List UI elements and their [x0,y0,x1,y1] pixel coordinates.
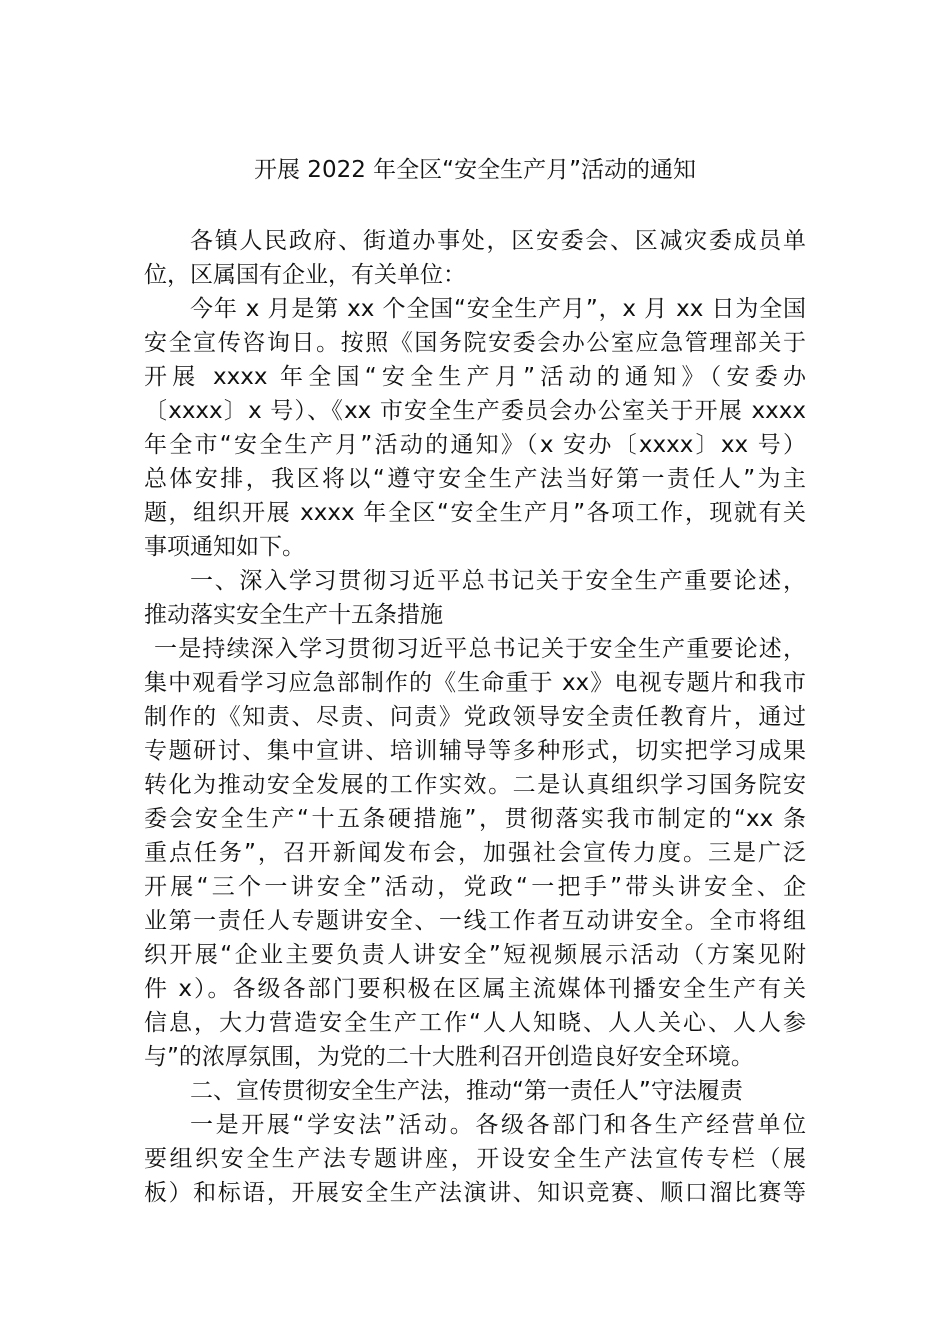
body-line: 开展“三个一讲安全”活动，党政“一把手”带头讲安全、企 [144,874,806,900]
document-body [144,224,806,1210]
body-line: 转化为推动安全发展的工作实效。二是认真组织学习国务院安 [144,772,806,798]
body-line: 要组织安全生产法专题讲座，开设安全生产法宣传专栏（展 [144,1146,806,1172]
section-heading: 二、宣传贯彻安全生产法，推动“第一责任人”守法履责 [190,1078,743,1104]
body-line: 总体安排，我区将以“遵守安全生产法当好第一责任人”为主 [144,466,806,492]
body-line: 一是持续深入学习贯彻习近平总书记关于安全生产重要论述， [154,636,806,662]
body-line: 开展 xxxx 年全国“安全生产月”活动的通知》（安委办 [144,364,806,390]
body-line: 织开展“企业主要负责人讲安全”短视频展示活动（方案见附 [144,942,806,968]
body-line: 业第一责任人专题讲安全、一线工作者互动讲安全。全市将组 [144,908,806,934]
body-line: 委会安全生产“十五条硬措施”，贯彻落实我市制定的“xx 条 [144,806,806,832]
body-line: 今年 x 月是第 xx 个全国“安全生产月”，x 月 xx 日为全国 [190,296,806,322]
body-line: 集中观看学习应急部制作的《生命重于 xx》电视专题片和我市 [144,670,806,696]
body-line: 重点任务”，召开新闻发布会，加强社会宣传力度。三是广泛 [144,840,806,866]
document-title: 开展 2022 年全区“安全生产月”活动的通知 [254,157,696,183]
body-line: 件 x）。各级各部门要积极在区属主流媒体刊播安全生产有关 [144,976,806,1002]
body-line: 与”的浓厚氛围，为党的二十大胜利召开创造良好安全环境。 [144,1044,754,1070]
body-line: 〔xxxx〕x 号）、《xx 市安全生产委员会办公室关于开展 xxxx [144,398,806,424]
body-line: 一是开展“学安法”活动。各级各部门和各生产经营单位 [190,1112,806,1138]
section-heading: 推动落实安全生产十五条措施 [144,602,443,628]
body-line: 安全宣传咨询日。按照《国务院安委会办公室应急管理部关于 [144,330,806,356]
body-line: 位，区属国有企业，有关单位： [144,262,466,288]
body-line: 专题研讨、集中宣讲、培训辅导等多种形式，切实把学习成果 [144,738,806,764]
body-line: 题，组织开展 xxxx 年全区“安全生产月”各项工作，现就有关 [144,500,806,526]
body-line: 各镇人民政府、街道办事处，区安委会、区减灾委成员单 [190,228,806,254]
body-line: 事项通知如下。 [144,534,305,560]
body-line: 年全市“安全生产月”活动的通知》（x 安办〔xxxx〕xx 号） [144,432,806,458]
body-line: 板）和标语，开展安全生产法演讲、知识竞赛、顺口溜比赛等 [144,1180,806,1206]
section-heading: 一、深入学习贯彻习近平总书记关于安全生产重要论述， [190,568,806,594]
body-line: 制作的《知责、尽责、问责》党政领导安全责任教育片，通过 [144,704,806,730]
body-line: 信息，大力营造安全生产工作“人人知晓、人人关心、人人参 [144,1010,806,1036]
